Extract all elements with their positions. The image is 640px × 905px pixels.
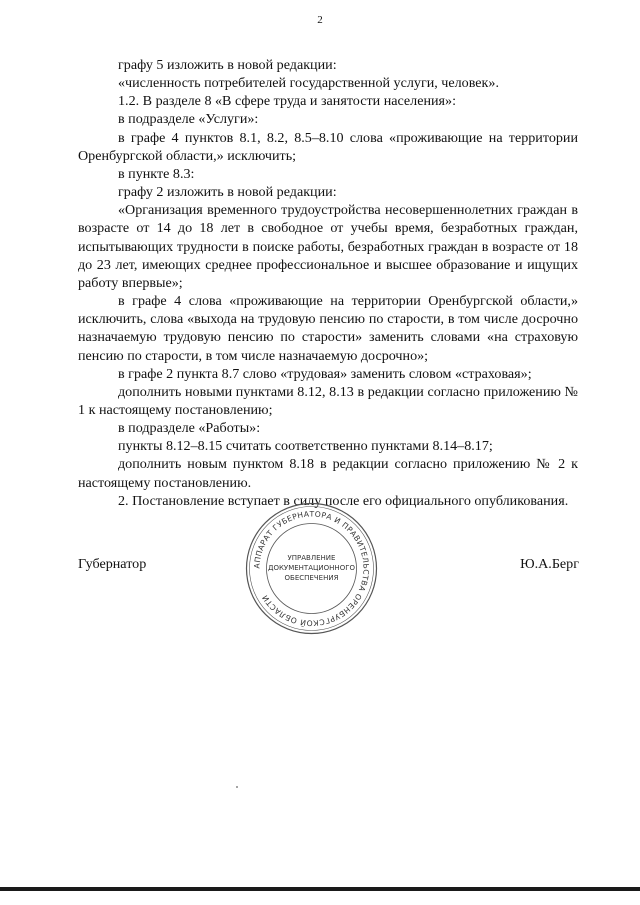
paragraph-5: в графе 4 пунктов 8.1, 8.2, 8.5–8.10 слова «проживающие на территории Оренбургской области,» исключить;	[78, 129, 578, 164]
paragraph-13: пункты 8.12–8.15 считать соответственно пунктами 8.14–8.17;	[118, 438, 493, 455]
seal-center-line-2: ДОКУМЕНТАЦИОННОГО	[267, 564, 356, 572]
document-body	[78, 56, 578, 510]
paragraph-12: в подразделе «Работы»:	[118, 420, 261, 437]
paragraph-2: «численность потребителей государственной услуги, человек».	[118, 75, 499, 92]
seal-center-line-1: УПРАВЛЕНИЕ	[287, 554, 336, 562]
paragraph-1: графу 5 изложить в новой редакции:	[118, 57, 337, 73]
paragraph-7: графу 2 изложить в новой редакции:	[118, 184, 337, 201]
bottom-border-line	[0, 887, 640, 891]
signatory-title: Губернатор	[78, 556, 147, 572]
paragraph-11: дополнить новыми пунктами 8.12, 8.13 в редакции согласно приложению № 1 к настоящему постановлению;	[78, 383, 578, 418]
paragraph-14: дополнить новым пунктом 8.18 в редакции согласно приложению № 2 к настоящему постановлению.	[78, 456, 578, 491]
scan-dot	[236, 786, 238, 788]
seal-ring-text: АППАРАТ ГУБЕРНАТОРА И ПРАВИТЕЛЬСТВА ОРЕНБУРГСКОЙ ОБЛАСТИ	[252, 509, 371, 628]
paragraph-6: в пункте 8.3:	[118, 165, 195, 182]
paragraph-15: 2. Постановление вступает в силу после его официального опубликования.	[118, 492, 569, 509]
paragraph-8: «Организация временного трудоустройства несовершеннолетних граждан в возрасте от 14 до 18 лет в свободное от учебы время, безработных граждан, испытывающих трудности в поиске работы, безработных граждан в возрасте от 18 до 23 лет, имеющих среднее профессиональное и высшее образование и ищущих работу впервые»;	[78, 202, 578, 291]
page-number: 2	[317, 14, 323, 26]
paragraph-10: в графе 2 пункта 8.7 слово «трудовая» заменить словом «страховая»;	[118, 365, 532, 382]
seal-stamp	[243, 500, 380, 637]
official-seal	[243, 500, 380, 637]
paragraph-9: в графе 4 слова «проживающие на территории Оренбургской области,» исключить, слова «выхода на трудовую пенсию по старости, в том числе досрочно назначаемую трудовую пенсию по старости» заменить словами «на страховую пенсию по старости, в том числе назначаемую досрочно»;	[78, 293, 578, 364]
paragraph-3: 1.2. В разделе 8 «В сфере труда и занятости населения»:	[118, 93, 456, 110]
signatory-name: Ю.А.Берг	[520, 556, 579, 572]
paragraph-4: в подразделе «Услуги»:	[118, 111, 259, 128]
seal-center-line-3: ОБЕСПЕЧЕНИЯ	[284, 574, 339, 582]
